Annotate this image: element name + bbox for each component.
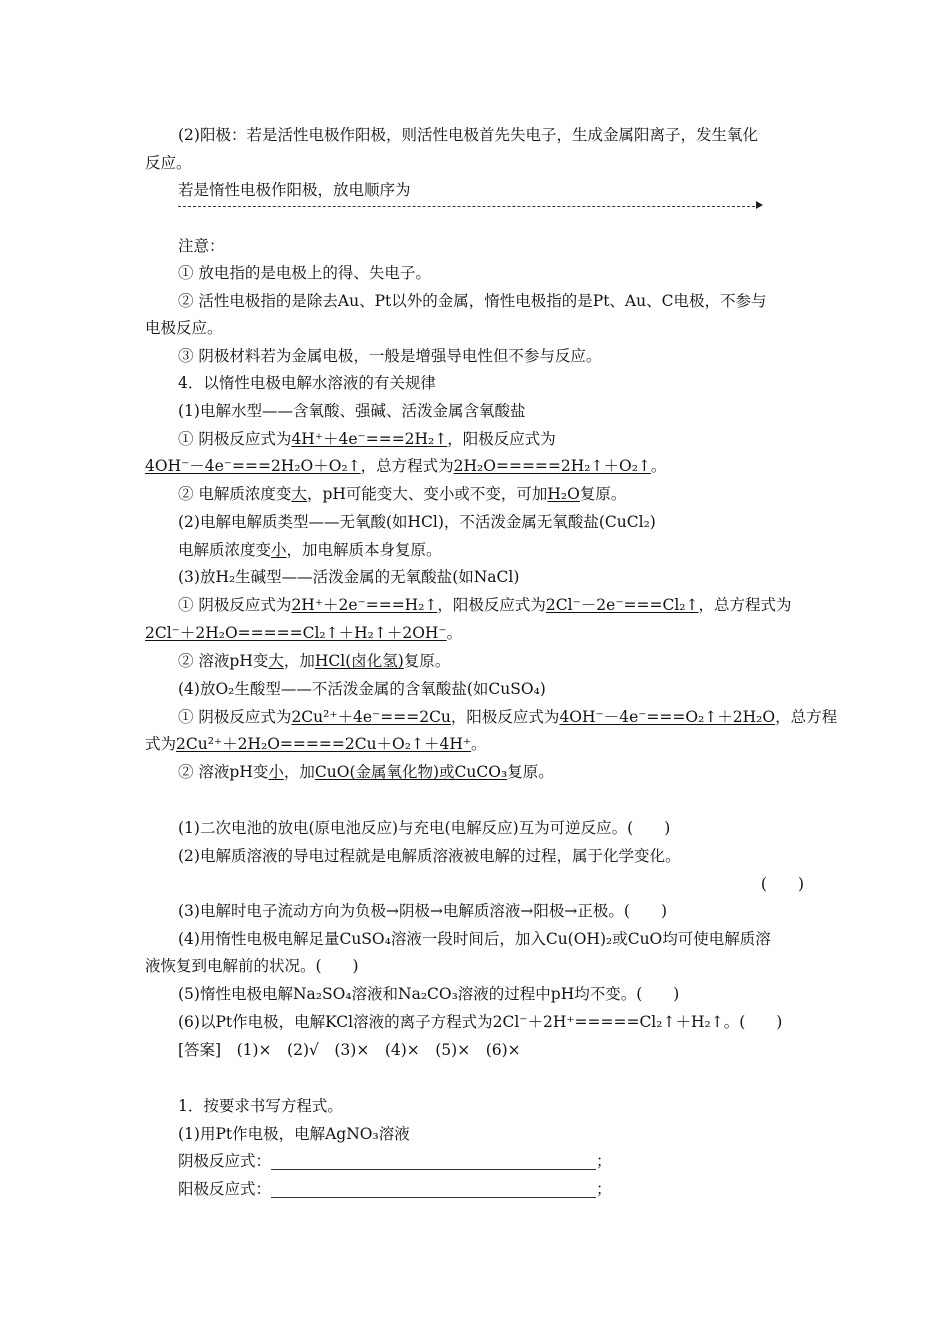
- text-segment: 阴极反应式：: [178, 1152, 272, 1170]
- type-2-line1: [178, 537, 442, 563]
- answer-underline: 2Cl⁻－2e⁻===Cl₂↑: [545, 596, 699, 614]
- judge-q4-line1: (4)用惰性电极电解足量CuSO₄溶液一段时间后，加入Cu(OH)₂或CuO均可使电解质溶: [178, 930, 771, 948]
- answer-underline: H₂O: [547, 485, 580, 503]
- answer-underline: 4OH⁻－4e⁻===2H₂O＋O₂↑: [145, 457, 361, 475]
- text-segment: ② 溶液pH变: [178, 763, 269, 781]
- type-3-line3: [178, 648, 450, 674]
- answer-underline: 4OH⁻－4e⁻===O₂↑＋2H₂O: [559, 708, 776, 726]
- text-segment: 式为: [145, 735, 177, 753]
- text-segment: 。: [650, 457, 667, 475]
- text-segment: ，加: [283, 652, 315, 670]
- section-4-title: 4．以惰性电极电解水溶液的有关规律: [178, 374, 436, 392]
- anode-answer-blank[interactable]: [271, 1181, 596, 1198]
- text-segment: 电解质浓度变: [178, 541, 272, 559]
- type-3-line2: [145, 620, 462, 646]
- arrow-head-icon: [756, 201, 763, 209]
- type-3-line1: [178, 592, 792, 618]
- text-segment: ① 阴极反应式为: [178, 596, 292, 614]
- text-segment: ① 阴极反应式为: [178, 430, 292, 448]
- type-4-line3: [178, 759, 554, 785]
- judge-q2: (2)电解质溶液的导电过程就是电解质溶液被电解的过程，属于化学变化。: [178, 847, 681, 865]
- text-segment: 。: [446, 624, 463, 642]
- answer-underline: 大: [291, 485, 307, 503]
- cathode-line: [178, 1148, 612, 1174]
- type-4-title: (4)放O₂生酸型——不活泼金属的含氧酸盐(如CuSO₄): [178, 680, 546, 698]
- text-segment: ，总方程: [775, 708, 838, 726]
- text-segment: ，阳极反应式为: [450, 708, 560, 726]
- text-segment: 复原。: [579, 485, 627, 503]
- exercise-sub: (1)用Pt作电极，电解AgNO₃溶液: [178, 1125, 410, 1143]
- answer-underline: 小: [268, 763, 284, 781]
- inert-anode-text: 若是惰性电极作阳极，放电顺序为: [178, 181, 411, 199]
- text-segment: ，加: [283, 763, 315, 781]
- answer-underline: 大: [268, 652, 284, 670]
- note-heading: 注意：: [178, 237, 225, 255]
- answer-underline: HCl(卤化氢): [314, 652, 404, 670]
- answer-underline: 2H⁺＋2e⁻===H₂↑: [291, 596, 438, 614]
- text-segment: ，总方程式为: [360, 457, 454, 475]
- answer-underline: 小: [271, 541, 287, 559]
- answer-underline: CuO(金属氧化物)或CuCO₃: [314, 763, 508, 781]
- note-2-line1: ② 活性电极指的是除去Au、Pt以外的金属，惰性电极指的是Pt、Au、C电极，不参与: [178, 292, 767, 310]
- answer-underline: 2Cl⁻＋2H₂O=====Cl₂↑＋H₂↑＋2OH⁻: [145, 624, 447, 642]
- note-2-line2: 电极反应。: [145, 319, 223, 337]
- type-1-line2: [145, 453, 666, 479]
- answer-key: [答案] (1)× (2)√ (3)× (4)× (5)× (6)×: [178, 1041, 521, 1059]
- text-segment: 阳极反应式：: [178, 1180, 272, 1198]
- judge-q6: (6)以Pt作电极，电解KCl溶液的离子方程式为2Cl⁻＋2H⁺=====Cl₂↑＋H₂↑。( ): [178, 1013, 783, 1031]
- text-segment: ，加电解质本身复原。: [286, 541, 442, 559]
- anode-text-line2: 反应。: [145, 154, 192, 172]
- answer-underline: 4H⁺＋4e⁻===2H₂↑: [291, 430, 448, 448]
- note-1: ① 放电指的是电极上的得、失电子。: [178, 264, 431, 282]
- answer-underline: 2Cu²⁺＋4e⁻===2Cu: [291, 708, 451, 726]
- text-segment: ，总方程式为: [698, 596, 792, 614]
- judge-q2-paren: ( ): [760, 875, 804, 893]
- judge-q3: (3)电解时电子流动方向为负极→阴极→电解质溶液→阳极→正极。( ): [178, 902, 668, 920]
- type-4-line2: [145, 731, 487, 757]
- text-segment: 复原。: [403, 652, 451, 670]
- exercise-title: 1．按要求书写方程式。: [178, 1097, 343, 1115]
- type-3-title: (3)放H₂生碱型——活泼金属的无氧酸盐(如NaCl): [178, 568, 520, 586]
- type-2-title: (2)电解电解质类型——无氧酸(如HCl)，不活泼金属无氧酸盐(CuCl₂): [178, 513, 656, 531]
- discharge-order-arrow: [178, 206, 760, 217]
- answer-underline: 2Cu²⁺＋2H₂O=====2Cu＋O₂↑＋4H⁺: [176, 735, 472, 753]
- type-1-title: (1)电解水型——含氧酸、强碱、活泼金属含氧酸盐: [178, 402, 526, 420]
- text-segment: 复原。: [507, 763, 554, 781]
- anode-line: [178, 1176, 612, 1202]
- text-segment: ，阳极反应式为: [447, 430, 556, 448]
- anode-text-line1: (2)阳极：若是活性电极作阳极，则活性电极首先失电子，生成金属阳离子，发生氧化: [178, 126, 758, 144]
- judge-q1: (1)二次电池的放电(原电池反应)与充电(电解反应)互为可逆反应。( ): [178, 819, 671, 837]
- text-segment: 。: [471, 735, 487, 753]
- type-4-line1: [178, 704, 837, 730]
- text-segment: ，阳极反应式为: [437, 596, 546, 614]
- answer-underline: 2H₂O=====2H₂↑＋O₂↑: [453, 457, 651, 475]
- type-1-line1: [178, 426, 556, 452]
- text-segment: ；: [596, 1152, 612, 1170]
- judge-q4-line2: 液恢复到电解前的状况。( ): [145, 957, 359, 975]
- note-3: ③ 阴极材料若为金属电极，一般是增强导电性但不参与反应。: [178, 347, 602, 365]
- text-segment: ，pH可能变大、变小或不变，可加: [306, 485, 548, 503]
- type-1-line3: [178, 481, 626, 507]
- text-segment: ① 阴极反应式为: [178, 708, 292, 726]
- text-segment: ② 溶液pH变: [178, 652, 269, 670]
- judge-q5: (5)惰性电极电解Na₂SO₄溶液和Na₂CO₃溶液的过程中pH均不变。( ): [178, 985, 680, 1003]
- cathode-answer-blank[interactable]: [271, 1153, 596, 1170]
- text-segment: ；: [596, 1180, 612, 1198]
- text-segment: ② 电解质浓度变: [178, 485, 292, 503]
